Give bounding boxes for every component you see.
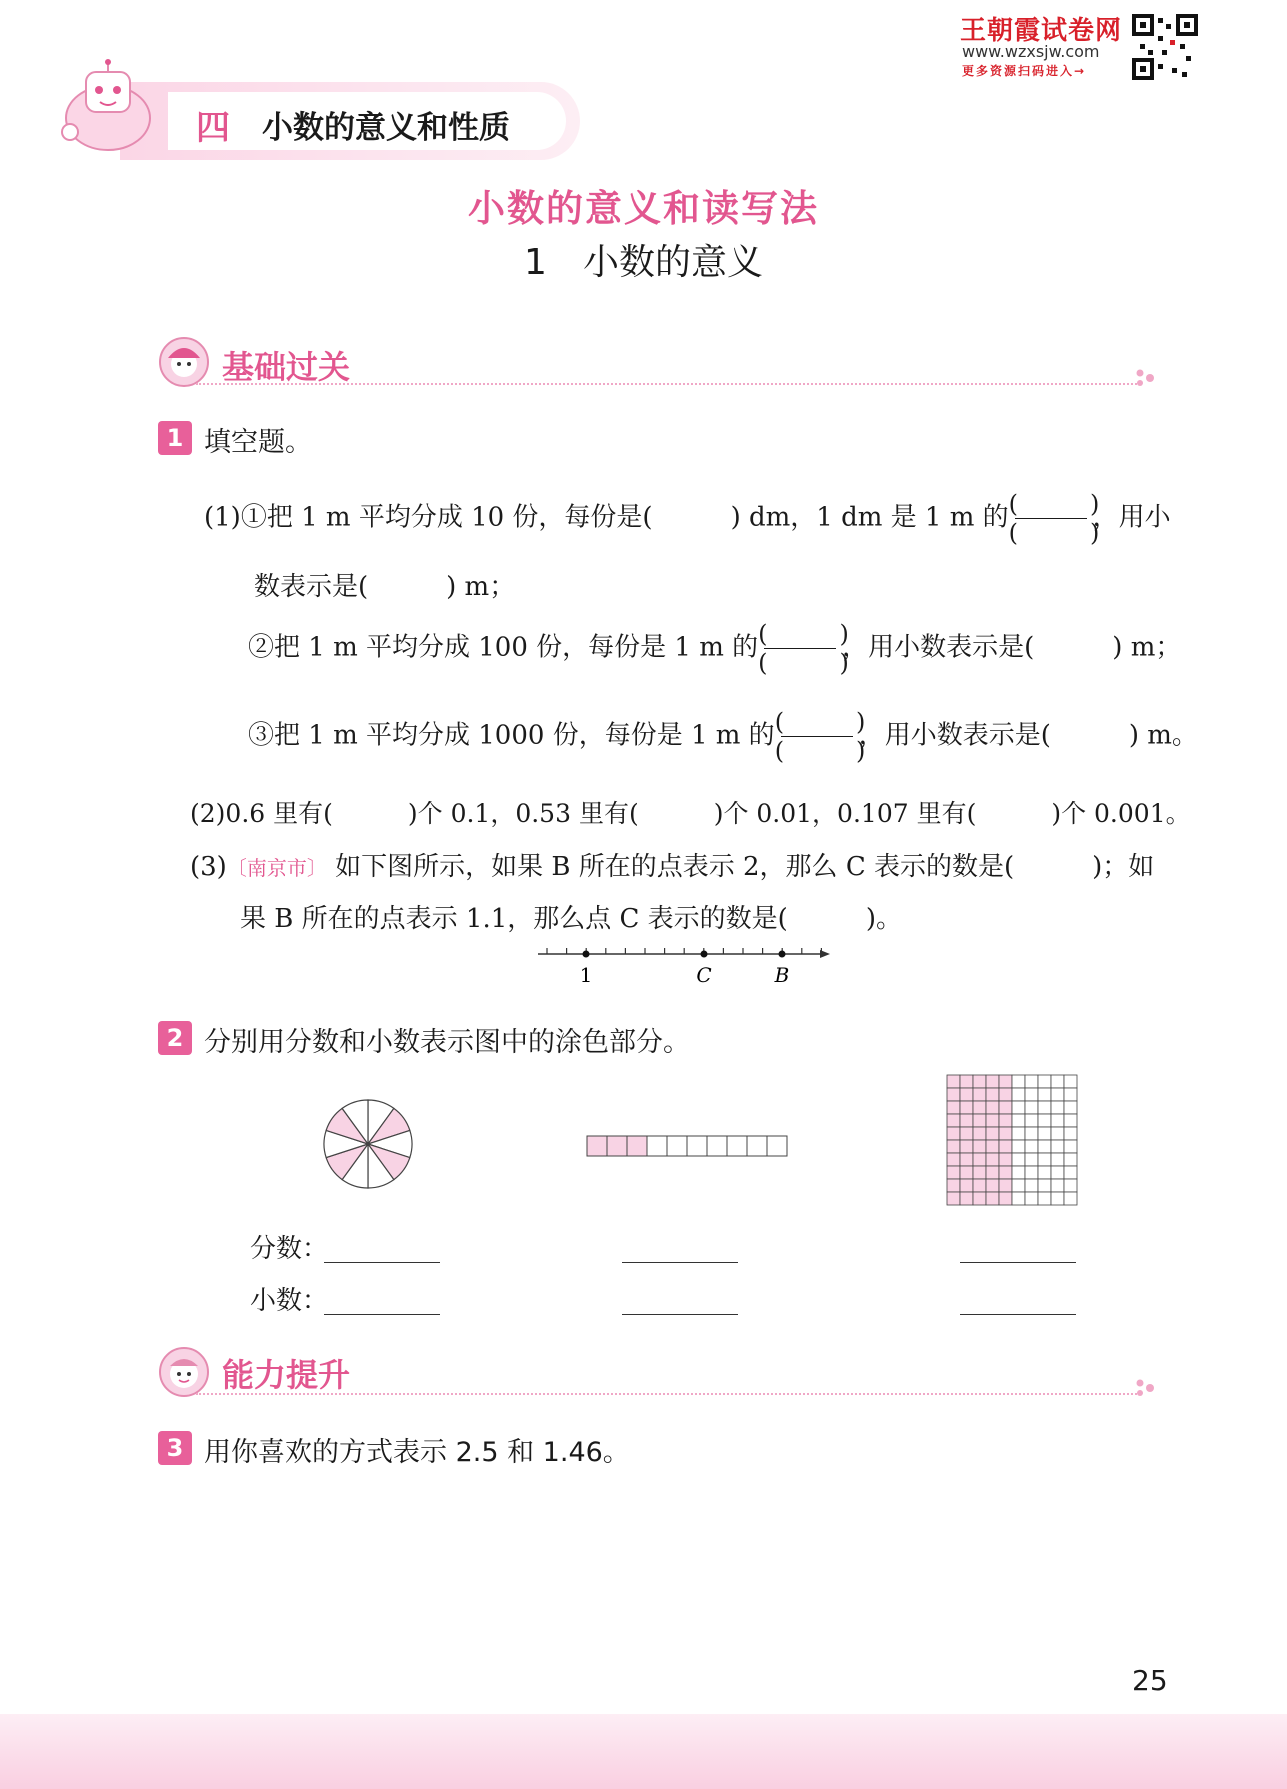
grid-cell	[1012, 1075, 1025, 1088]
point-b	[779, 951, 786, 958]
grid-cell	[1064, 1192, 1077, 1205]
grid-cell	[999, 1101, 1012, 1114]
grid-cell	[1051, 1101, 1064, 1114]
q1-part1-line2: 数表示是( ) m；	[254, 572, 516, 602]
q1-part2-end: ，用小数表示是( ) m；	[842, 632, 1182, 663]
grid-cell	[999, 1140, 1012, 1153]
boy-avatar-icon	[158, 1346, 210, 1398]
grid-cell	[1025, 1114, 1038, 1127]
grid-cell	[973, 1140, 986, 1153]
grid-cell	[999, 1179, 1012, 1192]
grid-cell	[960, 1088, 973, 1101]
grid-cell	[1051, 1153, 1064, 1166]
grid-cell	[986, 1114, 999, 1127]
section-label-advanced: 能力提升	[222, 1356, 351, 1394]
grid-cell	[1025, 1153, 1038, 1166]
q1-part3-end: ，用小数表示是( ) m。	[858, 720, 1198, 751]
grid-cell	[1064, 1101, 1077, 1114]
q1-part1-text: (1)①把 1 m 平均分成 10 份，每份是( ) dm，1 dm 是 1 m 的	[204, 502, 1009, 533]
grid-cell	[1051, 1127, 1064, 1140]
grid-cell	[1051, 1075, 1064, 1088]
fraction-blank[interactable]	[1008, 490, 1100, 547]
grid-cell	[1038, 1114, 1051, 1127]
grid-cell	[1025, 1075, 1038, 1088]
fraction-blank[interactable]	[774, 708, 866, 765]
dots-icon	[1134, 368, 1160, 388]
section-divider	[196, 1393, 1140, 1395]
grid-cell	[1012, 1101, 1025, 1114]
grid-cell	[1051, 1088, 1064, 1101]
fraction-numerator[interactable]: ( )	[774, 708, 866, 736]
decimal-label: 小数：	[250, 1286, 329, 1316]
q1-part1-end: ，用小	[1092, 502, 1171, 533]
strip-cell	[767, 1136, 787, 1156]
grid-cell	[960, 1166, 973, 1179]
point-c	[701, 951, 708, 958]
grid-cell	[960, 1114, 973, 1127]
grid-cell	[1038, 1179, 1051, 1192]
question-number-3: 3	[158, 1431, 192, 1465]
grid-cell	[1051, 1192, 1064, 1205]
grid-cell	[973, 1127, 986, 1140]
strip-cell	[587, 1136, 607, 1156]
grid-cell	[960, 1075, 973, 1088]
grid-cell	[986, 1140, 999, 1153]
number-line-label-1: 1	[579, 963, 593, 987]
grid-cell	[973, 1179, 986, 1192]
grid-cell	[1064, 1166, 1077, 1179]
brand-url: www.wzxsjw.com	[962, 42, 1100, 61]
answer-blank-decimal-2[interactable]	[622, 1314, 738, 1315]
brand-logo: 王朝霞试卷网	[960, 16, 1123, 46]
grid-cell	[999, 1192, 1012, 1205]
grid-cell	[973, 1153, 986, 1166]
answer-blank-fraction-3[interactable]	[960, 1262, 1076, 1263]
q1-item2: (2)0.6 里有( )个 0.1，0.53 里有( )个 0.01，0.107 里有( )个 0.001。	[190, 799, 1191, 828]
answer-blank-decimal-3[interactable]	[960, 1314, 1076, 1315]
question-3-title: 用你喜欢的方式表示 2.5 和 1.46。	[204, 1437, 630, 1468]
grid-cell	[999, 1088, 1012, 1101]
grid-cell	[1064, 1075, 1077, 1088]
grid-cell	[1051, 1166, 1064, 1179]
grid-cell	[1025, 1088, 1038, 1101]
grid-cell	[999, 1127, 1012, 1140]
grid-cell	[1012, 1192, 1025, 1205]
subsection-title: 1 小数的意义	[524, 242, 763, 283]
strip-cell	[607, 1136, 627, 1156]
section-label-basic: 基础过关	[222, 348, 351, 386]
answer-blank-decimal-1[interactable]	[324, 1314, 440, 1315]
grid-cell	[973, 1114, 986, 1127]
fraction-numerator[interactable]: ( )	[758, 620, 849, 648]
grid-cell	[1064, 1088, 1077, 1101]
strip-cell	[687, 1136, 707, 1156]
strip-cell	[747, 1136, 767, 1156]
q1-item3-text: 如下图所示，如果 B 所在的点表示 2，那么 C 表示的数是( )；如	[326, 852, 1155, 882]
fraction-blank[interactable]	[758, 620, 849, 677]
q1-part2-text: ②把 1 m 平均分成 100 份，每份是 1 m 的	[248, 632, 759, 663]
strip-cell	[727, 1136, 747, 1156]
grid-cell	[999, 1114, 1012, 1127]
question-number-2: 2	[158, 1021, 192, 1055]
mascot-icon	[56, 58, 174, 154]
grid-cell	[1012, 1166, 1025, 1179]
q1-part3-text: ③把 1 m 平均分成 1000 份，每份是 1 m 的	[248, 720, 775, 751]
grid-cell	[973, 1088, 986, 1101]
qr-code-icon[interactable]	[1132, 14, 1198, 80]
grid-cell	[986, 1166, 999, 1179]
grid-cell	[947, 1153, 960, 1166]
strip-cell	[707, 1136, 727, 1156]
question-2-title: 分别用分数和小数表示图中的涂色部分。	[204, 1027, 690, 1058]
grid-cell	[1064, 1179, 1077, 1192]
grid-cell	[999, 1153, 1012, 1166]
grid-cell	[986, 1153, 999, 1166]
grid-cell	[1025, 1140, 1038, 1153]
grid-cell	[960, 1179, 973, 1192]
grid-cell	[1025, 1192, 1038, 1205]
dots-icon	[1134, 1378, 1160, 1398]
answer-blank-fraction-2[interactable]	[622, 1262, 738, 1263]
grid-cell	[986, 1088, 999, 1101]
grid-cell	[960, 1140, 973, 1153]
fraction-label: 分数：	[250, 1234, 329, 1264]
grid-cell	[973, 1166, 986, 1179]
grid-cell	[947, 1088, 960, 1101]
shaded-circle	[320, 1096, 416, 1192]
q1-item3-prefix: (3)	[190, 852, 227, 882]
grid-cell	[1064, 1114, 1077, 1127]
question-1-title: 填空题。	[204, 427, 312, 458]
q1-part1-line1	[204, 490, 1171, 547]
grid-cell	[1064, 1140, 1077, 1153]
grid-cell	[947, 1140, 960, 1153]
grid-cell	[973, 1192, 986, 1205]
page-number: 25	[1132, 1664, 1168, 1697]
grid-cell	[1025, 1179, 1038, 1192]
grid-cell	[1064, 1127, 1077, 1140]
grid-cell	[947, 1192, 960, 1205]
grid-cell	[1038, 1088, 1051, 1101]
grid-cell	[1012, 1088, 1025, 1101]
grid-cell	[947, 1101, 960, 1114]
grid-cell	[1038, 1075, 1051, 1088]
grid-cell	[973, 1075, 986, 1088]
q1-part3-line	[248, 708, 1198, 765]
shaded-grid	[946, 1074, 1080, 1208]
chapter-title: 小数的意义和性质	[262, 110, 510, 146]
q1-part2-line	[248, 620, 1181, 677]
grid-cell	[986, 1101, 999, 1114]
grid-cell	[1051, 1114, 1064, 1127]
q1-item3-line1	[190, 846, 1154, 883]
region-tag: 〔南京市〕	[226, 856, 327, 880]
grid-cell	[947, 1166, 960, 1179]
shaded-strip	[586, 1134, 788, 1158]
grid-cell	[1012, 1153, 1025, 1166]
grid-cell	[986, 1127, 999, 1140]
brand-subtitle: 更多资源扫码进入→	[962, 64, 1087, 78]
grid-cell	[1038, 1192, 1051, 1205]
grid-cell	[1038, 1153, 1051, 1166]
number-line-label-c: C	[696, 963, 712, 987]
grid-cell	[1025, 1101, 1038, 1114]
number-line-label-b: B	[774, 963, 790, 987]
grid-cell	[947, 1075, 960, 1088]
grid-cell	[999, 1166, 1012, 1179]
grid-cell	[960, 1153, 973, 1166]
fraction-numerator[interactable]: ( )	[1008, 490, 1100, 518]
grid-cell	[960, 1127, 973, 1140]
fraction-denominator[interactable]: ( )	[774, 737, 866, 765]
strip-cell	[627, 1136, 647, 1156]
grid-cell	[1051, 1140, 1064, 1153]
grid-cell	[947, 1179, 960, 1192]
grid-cell	[986, 1179, 999, 1192]
strip-cell	[647, 1136, 667, 1156]
grid-cell	[1038, 1140, 1051, 1153]
answer-blank-fraction-1[interactable]	[324, 1262, 440, 1263]
grid-cell	[960, 1101, 973, 1114]
q1-item3-line2: 果 B 所在的点表示 1.1，那么点 C 表示的数是( )。	[240, 904, 902, 934]
number-line	[532, 940, 832, 990]
grid-cell	[947, 1127, 960, 1140]
footer-band	[0, 1714, 1287, 1789]
grid-cell	[1025, 1166, 1038, 1179]
grid-cell	[973, 1101, 986, 1114]
grid-cell	[1064, 1153, 1077, 1166]
grid-cell	[947, 1114, 960, 1127]
section-divider	[196, 383, 1140, 385]
chapter-number: 四	[196, 108, 230, 148]
grid-cell	[1051, 1179, 1064, 1192]
point-1	[583, 951, 590, 958]
grid-cell	[986, 1075, 999, 1088]
grid-cell	[1038, 1166, 1051, 1179]
girl-avatar-icon	[158, 336, 210, 388]
grid-cell	[999, 1075, 1012, 1088]
grid-cell	[1012, 1114, 1025, 1127]
grid-cell	[960, 1192, 973, 1205]
grid-cell	[1012, 1179, 1025, 1192]
grid-cell	[1012, 1140, 1025, 1153]
grid-cell	[1038, 1101, 1051, 1114]
grid-cell	[986, 1192, 999, 1205]
section-title: 小数的意义和读写法	[468, 187, 819, 230]
question-number-1: 1	[158, 421, 192, 455]
strip-cell	[667, 1136, 687, 1156]
grid-cell	[1025, 1127, 1038, 1140]
fraction-denominator[interactable]: ( )	[758, 649, 849, 677]
grid-cell	[1038, 1127, 1051, 1140]
grid-cell	[1012, 1127, 1025, 1140]
fraction-denominator[interactable]: ( )	[1008, 519, 1100, 547]
